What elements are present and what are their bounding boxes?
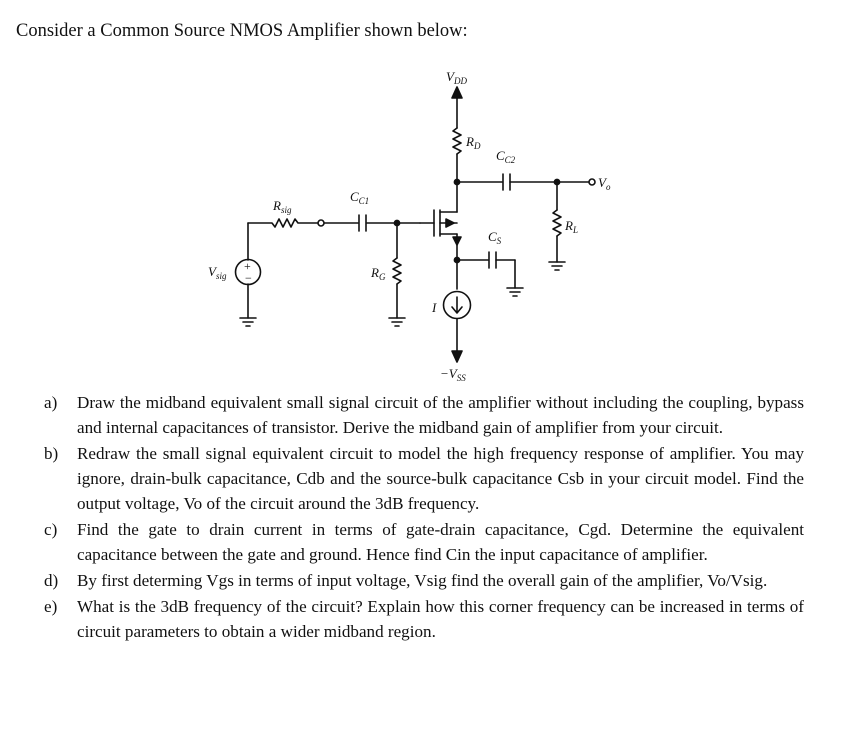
- question-label: a): [44, 393, 58, 412]
- current-source: [444, 292, 471, 319]
- nmos-transistor: [420, 210, 461, 245]
- intro-sentence: Consider a Common Source NMOS Amplifier shown below:: [16, 21, 468, 41]
- rl-label: $R_L$: [565, 218, 578, 235]
- question-label: c): [44, 520, 58, 539]
- question-item: [44, 441, 804, 516]
- vo-label: $V_o$: [598, 175, 611, 192]
- rsig-label: $R_{sig}$: [273, 198, 292, 215]
- current-i-label: I: [432, 300, 437, 315]
- question-label: e): [44, 597, 58, 616]
- vdd-label: $V_{DD}$: [446, 69, 467, 86]
- cc2-label: $C_{C2}$: [496, 148, 516, 165]
- vss-supply-arrow: [452, 319, 462, 362]
- ground-symbol-rl: [549, 262, 565, 270]
- rg-label: $R_G$: [371, 265, 386, 282]
- rd-resistor: [453, 128, 461, 154]
- vdd-supply-arrow: [452, 87, 462, 128]
- ground-symbol-rg: [389, 318, 405, 326]
- cs-capacitor: [489, 252, 496, 268]
- ground-symbol-cs: [507, 288, 523, 296]
- cc1-capacitor: [359, 215, 366, 231]
- question-item: [44, 594, 804, 644]
- vsig-label: $V_{sig}$: [208, 264, 227, 281]
- cc1-label: $C_{C1}$: [350, 189, 370, 206]
- question-text: By first determing Vgs in terms of input voltage, Vsig find the overall gain of the amplifier, Vo/Vsig.: [77, 571, 768, 590]
- cs-label: $C_S$: [488, 229, 502, 246]
- output-terminal: [589, 179, 595, 185]
- source-plus-sign: +: [244, 259, 251, 273]
- rl-resistor: [553, 210, 561, 236]
- question-label: b): [44, 444, 59, 463]
- rd-label: $R_D$: [466, 134, 481, 151]
- rsig-resistor: [248, 219, 318, 227]
- question-item: [44, 390, 804, 440]
- input-terminal: [318, 220, 324, 226]
- question-item: [44, 568, 804, 593]
- question-text: Redraw the small signal equivalent circuit to model the high frequency response of amplifier. You may ignore, drain-bulk capacitance, Cdb and the source-bulk capacitance Csb in your circuit model. Find the output voltage, Vo of the circuit around the 3dB frequency.: [77, 444, 804, 513]
- question-list: [44, 390, 804, 644]
- ground-symbol-vsig: [240, 318, 256, 326]
- rg-resistor: [393, 258, 401, 284]
- question-text: What is the 3dB frequency of the circuit? Explain how this corner frequency can be increased in terms of circuit parameters to obtain a wider midband region.: [77, 597, 804, 641]
- vss-label: $-V_{SS}$: [440, 366, 466, 383]
- question-text: Draw the midband equivalent small signal circuit of the amplifier without including the coupling, bypass and internal capacitances of transistor. Derive the midband gain of amplifier from your circuit.: [77, 393, 804, 437]
- source-minus-sign: −: [245, 271, 252, 285]
- question-label: d): [44, 571, 59, 590]
- question-item: [44, 517, 804, 567]
- question-text: Find the gate to drain current in terms of gate-drain capacitance, Cgd. Determine the equivalent capacitance between the gate and ground. Hence find Cin the input capacitance of amplifier.: [77, 520, 804, 564]
- cc2-capacitor: [503, 174, 510, 190]
